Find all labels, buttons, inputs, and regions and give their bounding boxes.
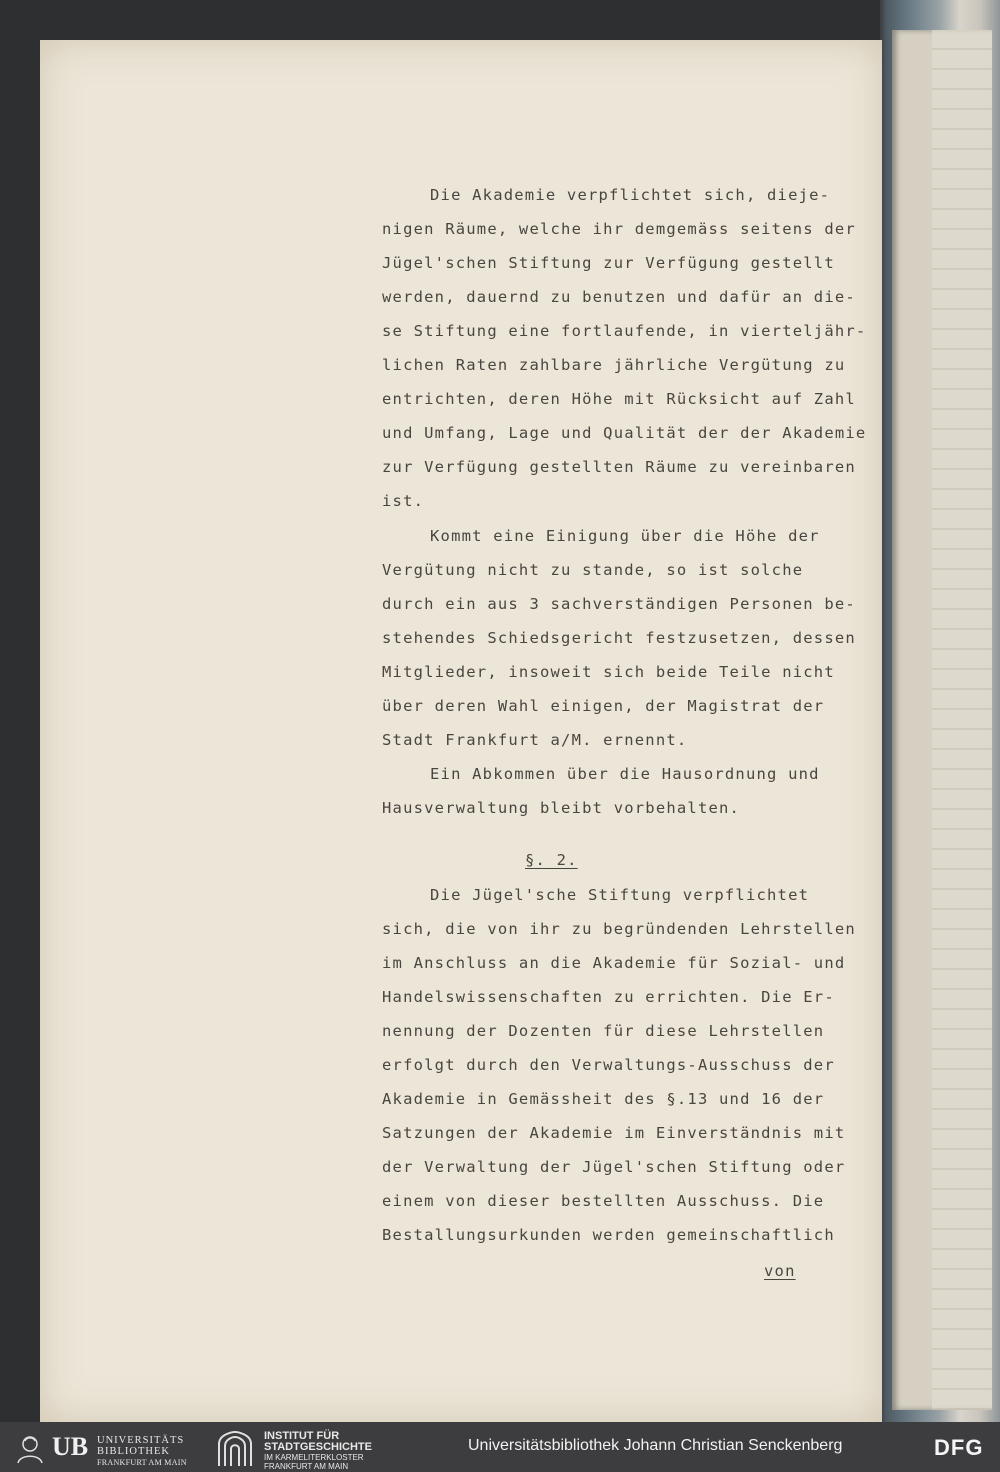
text-line: Die Akademie verpflichtet sich, dieje- xyxy=(430,186,831,204)
catchword: von xyxy=(764,1262,796,1280)
text-line: zur Verfügung gestellten Räume zu vereinbaren xyxy=(382,458,856,476)
text-line: nigen Räume, welche ihr demgemäss seitens der xyxy=(382,220,856,238)
text-line: entrichten, deren Höhe mit Rücksicht auf Zahl xyxy=(382,390,856,408)
ub-portrait-icon xyxy=(6,1432,54,1464)
text-line: se Stiftung eine fortlaufende, in vierteljähr- xyxy=(382,322,867,340)
isg-line: INSTITUT FÜR xyxy=(264,1430,340,1442)
dfg-logo: DFG xyxy=(934,1435,984,1460)
isg-arch-icon xyxy=(215,1430,255,1466)
ub-line: BIBLIOTHEK xyxy=(97,1446,170,1457)
text-line: stehendes Schiedsgericht festzusetzen, dessen xyxy=(382,629,856,647)
isg-institution-name xyxy=(264,1431,372,1471)
text-line: Stadt Frankfurt a/M. ernennt. xyxy=(382,731,688,749)
text-line: im Anschluss an die Akademie für Sozial- und xyxy=(382,954,846,972)
text-line: erfolgt durch den Verwaltungs-Ausschuss der xyxy=(382,1056,835,1074)
text-line: sich, die von ihr zu begründenden Lehrstellen xyxy=(382,920,856,938)
text-line: Hausverwaltung bleibt vorbehalten. xyxy=(382,799,741,817)
text-line: Jügel'schen Stiftung zur Verfügung gestellt xyxy=(382,254,835,272)
footer-bar xyxy=(0,1422,1000,1472)
ub-line: UNIVERSITÄTS xyxy=(97,1435,185,1446)
text-line: werden, dauernd zu benutzen und dafür an die- xyxy=(382,288,856,306)
text-line: Mitglieder, insoweit sich beide Teile nicht xyxy=(382,663,835,681)
text-line: Bestallungsurkunden werden gemeinschaftlich xyxy=(382,1226,835,1244)
text-line: Vergütung nicht zu stande, so ist solche xyxy=(382,561,804,579)
text-line: Handelswissenschaften zu errichten. Die Er- xyxy=(382,988,835,1006)
text-line: Akademie in Gemässheit des §.13 und 16 der xyxy=(382,1090,825,1108)
text-line: und Umfang, Lage und Qualität der der Akademie xyxy=(382,424,867,442)
section-heading: §. 2. xyxy=(525,851,578,869)
isg-line: FRANKFURT AM MAIN xyxy=(264,1462,349,1471)
text-line: ist. xyxy=(382,492,425,510)
text-line: nennung der Dozenten für diese Lehrstellen xyxy=(382,1022,825,1040)
adjacent-page-edge xyxy=(892,30,992,1410)
ub-institution-name xyxy=(97,1435,187,1468)
text-line: Kommt eine Einigung über die Höhe der xyxy=(430,527,820,545)
text-line: der Verwaltung der Jügel'schen Stiftung oder xyxy=(382,1158,846,1176)
library-name: Universitätsbibliothek Johann Christian Senckenberg xyxy=(468,1437,843,1454)
isg-line: IM KARMELITERKLOSTER xyxy=(264,1453,364,1462)
text-line: Die Jügel'sche Stiftung verpflichtet xyxy=(430,886,810,904)
isg-line: STADTGESCHICHTE xyxy=(264,1441,372,1453)
ub-line: FRANKFURT AM MAIN xyxy=(97,1458,187,1467)
text-line: über deren Wahl einigen, der Magistrat der xyxy=(382,697,825,715)
text-line: durch ein aus 3 sachverständigen Personen be- xyxy=(382,595,856,613)
text-line: Ein Abkommen über die Hausordnung und xyxy=(430,765,820,783)
text-line: lichen Raten zahlbare jährliche Vergütung zu xyxy=(382,356,846,374)
text-line: Satzungen der Akademie im Einverständnis mit xyxy=(382,1124,846,1142)
ub-logo-letters: UB xyxy=(52,1432,89,1461)
text-line: einem von dieser bestellten Ausschuss. Die xyxy=(382,1192,825,1210)
